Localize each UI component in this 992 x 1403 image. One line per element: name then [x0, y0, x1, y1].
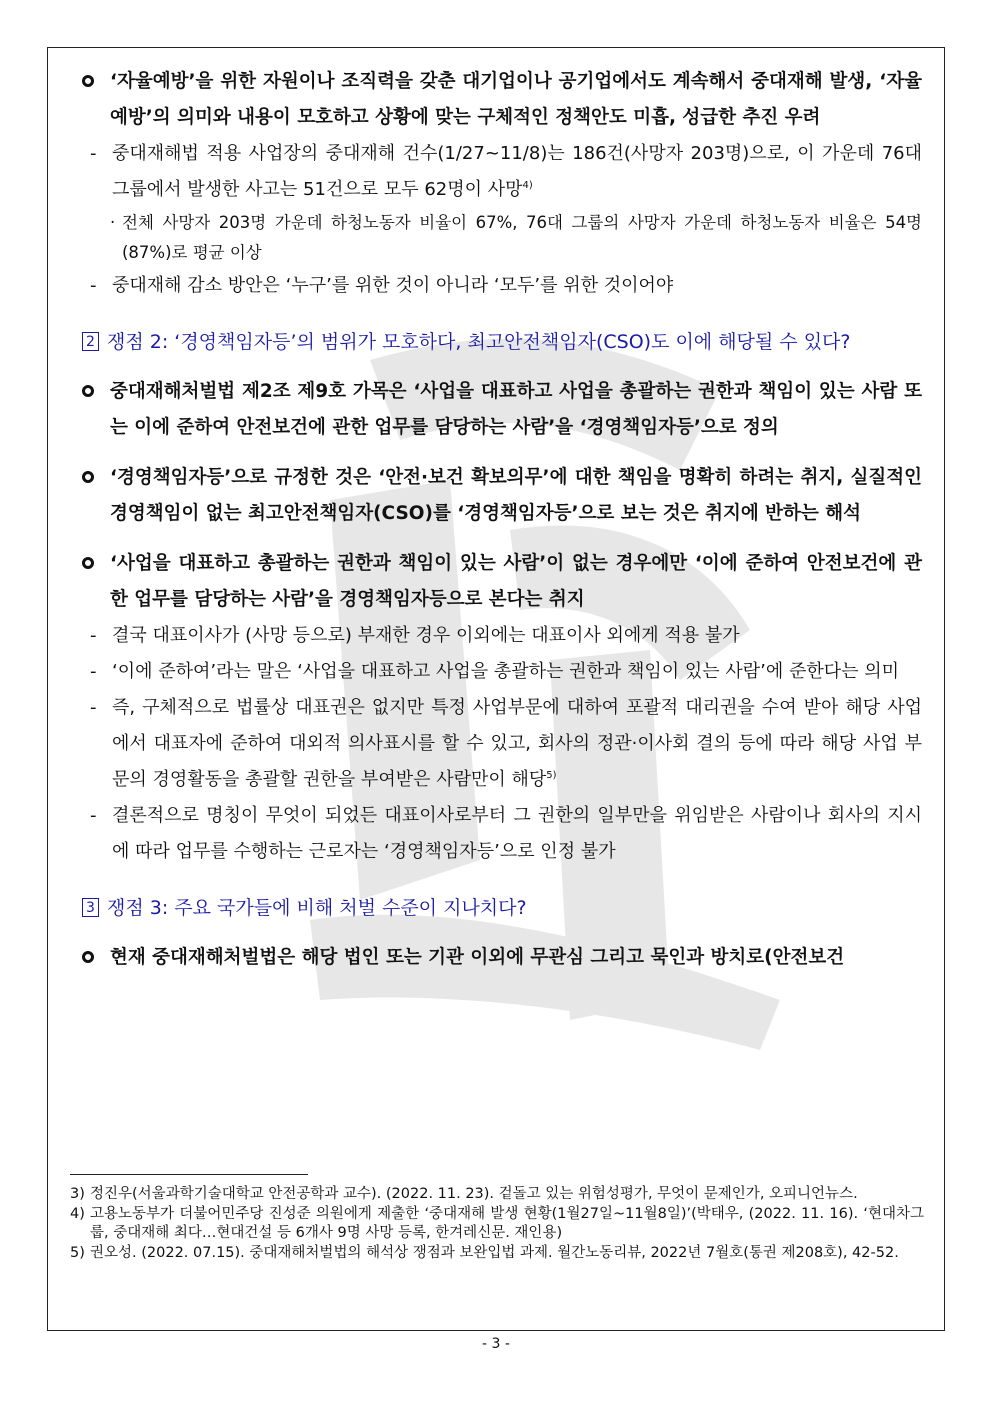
block-text: ‘사업을 대표하고 총괄하는 권한과 책임이 있는 사람’이 없는 경우에만 ‘이에 준하여 안전보건에 관한 업무를 담당하는 사람’을 경영책임자등으로 본다는 취지	[110, 553, 922, 610]
circle-bullet-paragraph	[80, 64, 922, 136]
block-text: 쟁점 2: ‘경영책임자등’의 범위가 모호하다, 최고안전책임자(CSO)도 이에 해당될 수 있다?	[107, 331, 851, 353]
page-number: - 3 -	[482, 1336, 510, 1352]
footnotes	[68, 1174, 924, 1263]
dash-item	[80, 618, 922, 654]
dash-mark: -	[90, 697, 97, 718]
dash-item	[80, 654, 922, 690]
circle-bullet-icon	[82, 557, 94, 569]
circle-bullet-paragraph	[80, 546, 922, 618]
block-text: ‘자율예방’을 위한 자원이나 조직력을 갖춘 대기업이나 공기업에서도 계속해서 중대재해 발생, ‘자율예방’의 의미와 내용이 모호하고 상황에 맞는 구체적인 정책안도 미흡, 성급한 추진 우려	[110, 71, 922, 128]
block-text: ‘이에 준하여’라는 말은 ‘사업을 대표하고 사업을 총괄하는 권한과 책임이 있는 사람’에 준한다는 의미	[112, 661, 900, 682]
footnote	[68, 1205, 924, 1244]
block-text: ‘경영책임자등’으로 규정한 것은 ‘안전·보건 확보의무’에 대한 책임을 명확히 하려는 취지, 실질적인 경영책임이 없는 최고안전책임자(CSO)를 ‘경영책임자등’으로 보는 것은 취지에 반하는 해석	[110, 467, 922, 524]
dash-mark: -	[90, 805, 97, 826]
section-heading	[80, 324, 922, 360]
circle-bullet-paragraph	[80, 940, 922, 976]
footnote-divider	[70, 1174, 308, 1175]
footnote-text: 고용노동부가 더불어민주당 진성준 의원에게 제출한 ‘중대재해 발생 현황(1월27일~11월8일)’(박태우, (2022. 11. 16). ‘현대차그룹, 중대재해 최다…현대건설 등 6개사 9명 사망 등록, 한겨레신문. 재인용)	[90, 1205, 924, 1241]
dash-item	[80, 136, 922, 208]
section-number-box: 2	[82, 332, 99, 351]
dash-mark: -	[90, 143, 97, 164]
circle-bullet-icon	[82, 471, 94, 483]
circle-bullet-paragraph	[80, 460, 922, 532]
footnote	[68, 1244, 924, 1264]
circle-bullet-paragraph	[80, 374, 922, 446]
footnote-text: 정진우(서울과학기술대학교 안전공학과 교수). (2022. 11. 23). 겉돌고 있는 위험성평가, 무엇이 문제인가, 오피니언뉴스.	[90, 1186, 858, 1202]
dash-item	[80, 268, 922, 304]
block-text: 결국 대표이사가 (사망 등으로) 부재한 경우 이외에는 대표이사 외에게 적용 불가	[112, 625, 740, 646]
footnote-number: 5)	[70, 1244, 85, 1261]
footnote-number: 3)	[70, 1186, 85, 1202]
footnote-ref: 4)	[522, 180, 533, 191]
footnote-text: 권오성. (2022. 07.15). 중대재해처벌법의 해석상 쟁점과 보완입법 과제. 월간노동리뷰, 2022년 7월호(통권 제208호), 42-52.	[90, 1244, 899, 1261]
footnote	[68, 1185, 924, 1205]
circle-bullet-icon	[82, 951, 94, 963]
block-text: 중대재해 감소 방안은 ‘누구’를 위한 것이 아니라 ‘모두’를 위한 것이어야	[112, 275, 674, 296]
block-text: 중대재해처벌법 제2조 제9호 가목은 ‘사업을 대표하고 사업을 총괄하는 권한과 책임이 있는 사람 또는 이에 준하여 안전보건에 관한 업무를 담당하는 사람’을 ‘경영책임자등’으로 정의	[110, 381, 922, 438]
block-text: 현재 중대재해처벌법은 해당 법인 또는 기관 이외에 무관심 그리고 묵인과 방치로(안전보건	[110, 947, 845, 968]
block-text: 즉, 구체적으로 법률상 대표권은 없지만 특정 사업부문에 대하여 포괄적 대리권을 수여 받아 해당 사업에서 대표자에 준하여 대외적 의사표시를 할 수 있고, 회사의 정관·이사회 결의 등에 따라 해당 사업 부문의 경영활동을 총괄할 권한을 부여받은 사람만이 해당	[112, 697, 922, 790]
block-text: 전체 사망자 203명 가운데 하청노동자 비율이 67%, 76대 그룹의 사망자 가운데 하청노동자 비율은 54명(87%)로 평균 이상	[122, 213, 922, 262]
dash-item	[80, 798, 922, 870]
block-text: 결론적으로 명칭이 무엇이 되었든 대표이사로부터 그 권한의 일부만을 위임받은 사람이나 회사의 지시에 따라 업무를 수행하는 근로자는 ‘경영책임자등’으로 인정 불가	[112, 805, 922, 862]
dash-mark: -	[90, 275, 97, 296]
section-heading	[80, 890, 922, 926]
circle-bullet-icon	[82, 75, 94, 87]
document-body	[80, 64, 922, 976]
footnote-ref: 5)	[546, 770, 557, 781]
dash-mark: -	[90, 625, 97, 646]
dot-mark: ·	[110, 213, 116, 232]
section-number-box: 3	[82, 898, 99, 917]
circle-bullet-icon	[82, 385, 94, 397]
block-text: 쟁점 3: 주요 국가들에 비해 처벌 수준이 지나치다?	[107, 897, 527, 919]
dot-item	[80, 208, 922, 268]
dash-mark: -	[90, 661, 97, 682]
dash-item	[80, 690, 922, 798]
block-text: 중대재해법 적용 사업장의 중대재해 건수(1/27~11/8)는 186건(사망자 203명)으로, 이 가운데 76대 그룹에서 발생한 사고는 51건으로 모두 62명이 사망	[112, 143, 922, 200]
footnote-number: 4)	[70, 1205, 85, 1222]
